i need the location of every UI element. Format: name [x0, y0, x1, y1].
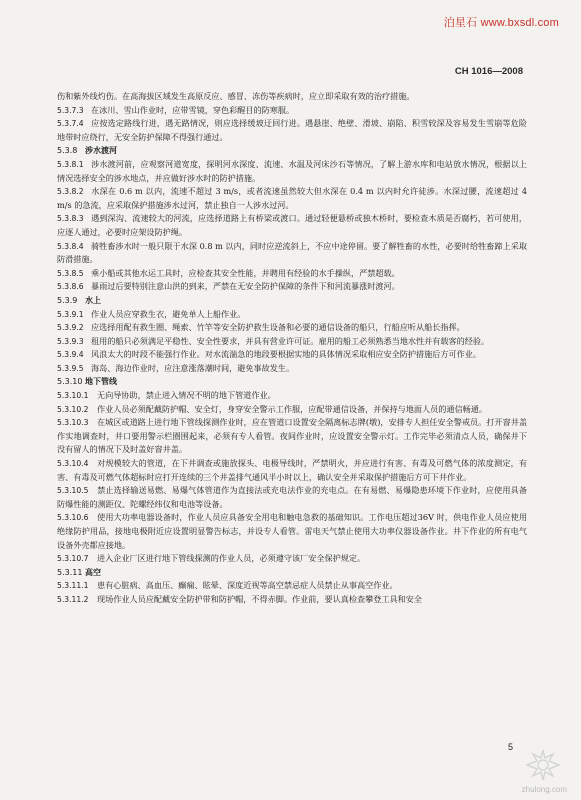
clause-number: 5.3.10 [57, 377, 83, 387]
clause-text: 应按选定路线行进，遇无路情况，则应选择缓坡迂回行进。遇悬崖、绝壁、滑坡、崩陷、积雪较深及容易发生雪崩等危险地带时应绕行，无安全防护保障不得强行通过。 [57, 118, 527, 142]
paragraph [57, 240, 527, 267]
paragraph [57, 335, 527, 349]
clause-number: 5.3.8.1 [57, 159, 84, 169]
clause-text: 海岛、海边作业时，应注意涨落潮时间，避免事故发生。 [91, 362, 295, 373]
clause-text: 地下管线 [85, 377, 117, 387]
clause-text: 水深在 0.6 m 以内，流速不超过 3 m/s，或者流速虽然较大但水深在 0.4 m 以内时允许徒涉。水深过腰，流速超过 4 m/s 的急流，应采取保护措施涉水过河，禁止独自一人涉水过河。 [57, 186, 527, 210]
clause-number: 5.3.9.2 [57, 323, 84, 333]
clause-number: 5.3.7.3 [57, 105, 84, 115]
clause-text: 在城区或道路上进行地下管线探测作业时，应在管道口设置安全隔离标志牌(墩)，安排专人担任安全警戒员。打开窨井盖作实地调查时，井口要用警示栏圈围起来，必须有专人看管。夜间作业时，应设置安全警示灯。工作完毕必须清点人员，确保井下没有留人的情况下及时盖好窨井盖。 [57, 417, 527, 455]
paragraph [57, 579, 527, 593]
clause-text: 骑牲畜涉水时一般只限于水深 0.8 m 以内，同时应逆流斜上，不应中途停留。要了解牲畜的水性，必要时给牲畜蹄上采取防滑措施。 [57, 240, 527, 265]
clause-number: 5.3.8.3 [57, 214, 84, 224]
paragraph [57, 484, 527, 511]
paragraph [57, 117, 527, 144]
clause-text: 风浪太大的时段不能强行作业。对水流湍急的地段要根据实地的具体情况采取相应安全防护措施后方可作业。 [91, 349, 482, 360]
clause-number: 5.3.10.5 [57, 486, 89, 496]
clause-number: 5.3.11.1 [57, 581, 89, 591]
paragraph [57, 389, 527, 403]
paragraph [57, 280, 527, 294]
section-heading [57, 294, 527, 308]
clause-number: 5.3.9.3 [57, 336, 84, 346]
clause-number: 5.3.10.7 [57, 554, 89, 564]
page-number: 5 [507, 742, 513, 752]
clause-text: 遇到深沟、流速较大的河流，应选择道路上有桥梁或渡口。通过轻便悬桥或独木桥时，要检查木质是否腐朽，若可使用，应逐人通过，必要时应架设防护绳。 [57, 213, 527, 237]
watermark-top: 泊星石 www.bxsdl.com [443, 17, 559, 29]
clause-text: 使用大功率电器设备时，作业人员应具备安全用电和触电急救的基础知识。工作电压超过36V 时，供电作业人员应使用绝缘防护用品，接地电极附近应设置明显警告标志，并设专人看管。雷电天气禁止使用大功率仪器设备作业。井下作业的所有电气设备外壳都应接地。 [57, 512, 527, 550]
clause-text: 在冰川、雪山作业时，应带雪镜，穿色彩醒目的防寒服。 [91, 104, 295, 115]
clause-number: 5.3.9.5 [57, 363, 84, 373]
section-heading [57, 375, 527, 389]
document-body [57, 90, 527, 607]
section-heading [57, 144, 527, 158]
watermark-bottom-text: zhulong.com [521, 785, 567, 794]
section-heading [57, 566, 527, 580]
clause-number: 5.3.11 [57, 567, 83, 577]
clause-text: 暴雨过后要特别注意山洪的到来，严禁在无安全防护保障的条件下和河流暴涨时渡河。 [91, 281, 400, 292]
clause-number: 5.3.10.2 [57, 404, 89, 414]
clause-text: 无向导协助，禁止进入情况不明的地下管道作业。 [97, 390, 276, 401]
watermark-logo-icon [523, 748, 563, 782]
clause-text: 涉水渡河 [85, 146, 117, 156]
paragraph [57, 267, 527, 281]
paragraph [57, 90, 527, 104]
paragraph [57, 457, 527, 484]
paragraph [57, 403, 527, 417]
clause-text: 租用的船只必须满足平稳性、安全性要求，并具有营业许可证。雇用的船工必须熟悉当地水性并有载客的经验。 [91, 335, 490, 346]
clause-number: 5.3.10.6 [57, 513, 89, 523]
clause-number: 5.3.10.4 [57, 459, 89, 469]
clause-number: 5.3.9 [57, 295, 78, 305]
clause-number: 5.3.7.4 [57, 119, 84, 129]
clause-number: 5.3.10.1 [57, 391, 89, 401]
watermark-bottom [513, 748, 573, 794]
clause-text: 禁止选择输送易燃、易爆气体管道作为直接法或充电法作业的充电点。在有易燃、易爆隐患环境下作业时，应使用具备防爆性能的测距仪、陀螺经纬仪和电池等设备。 [57, 485, 527, 509]
clause-text: 应选择用配有救生圈、绳索、竹竿等安全防护救生设备和必要的通信设备的船只，行船应听从船长指挥。 [91, 322, 465, 333]
clause-number: 5.3.8.5 [57, 268, 84, 278]
paragraph [57, 104, 527, 118]
clause-text: 进入企业厂区进行地下管线探测的作业人员，必须遵守该厂安全保护规定。 [97, 553, 366, 564]
paragraph [57, 593, 527, 607]
clause-text: 高空 [85, 567, 101, 577]
clause-number: 5.3.8 [57, 146, 78, 156]
clause-text: 伤和紫外线灼伤。在高海拔区域发生高原反应、感冒、冻伤等疾病时，应立即采取有效的治疗措施。 [57, 91, 415, 101]
paragraph [57, 416, 527, 457]
clause-text: 患有心脏病、高血压、癫痫、眩晕、深度近视等高空禁忌症人员禁止从事高空作业。 [97, 580, 398, 591]
paragraph [57, 321, 527, 335]
clause-text: 涉水渡河前，应观察河道宽度，探明河水深度、流速、水温及河床沙石等情况，了解上游水库和电站放水情况，根据以上情况选择安全的涉水地点，并应做好涉水时的防护措施。 [57, 158, 527, 183]
clause-text: 水上 [85, 295, 101, 305]
clause-text: 对规模较大的管道，在下井调查或施放探头、电极导线时，严禁明火，并应进行有害、有毒及可燃气体的浓度测定，有害、有毒及可燃气体超标时应打开连续的三个井盖排气通风半小时以上，确认安全并采取保护措施后方可下井作业。 [57, 458, 527, 482]
paragraph [57, 552, 527, 566]
clause-number: 5.3.8.4 [57, 241, 84, 251]
clause-number: 5.3.8.2 [57, 187, 84, 197]
paragraph [57, 348, 527, 362]
document-code: CH 1016—2008 [454, 66, 523, 77]
clause-text: 作业人员应穿救生衣，避免单人上船作业。 [91, 308, 246, 319]
clause-number: 5.3.9.4 [57, 350, 84, 360]
clause-text: 现场作业人员应配戴安全防护带和防护帽，不得赤脚。作业前，要认真检查攀登工具和安全 [97, 593, 423, 604]
clause-text: 乘小船或其他水运工具时，应检查其安全性能，并聘用有经验的水手操纵，严禁超载。 [91, 267, 400, 278]
paragraph [57, 212, 527, 239]
clause-number: 5.3.8.6 [57, 282, 84, 292]
clause-text: 作业人员必须配戴防护帽、安全灯，身穿安全警示工作服，应配带通信设备，并保持与地面人员的通信畅通。 [97, 403, 488, 414]
paragraph [57, 158, 527, 185]
clause-number: 5.3.10.3 [57, 418, 89, 428]
paragraph [57, 511, 527, 552]
clause-number: 5.3.9.1 [57, 309, 84, 319]
paragraph [57, 308, 527, 322]
paragraph [57, 185, 527, 212]
clause-number: 5.3.11.2 [57, 594, 89, 604]
paragraph [57, 362, 527, 376]
